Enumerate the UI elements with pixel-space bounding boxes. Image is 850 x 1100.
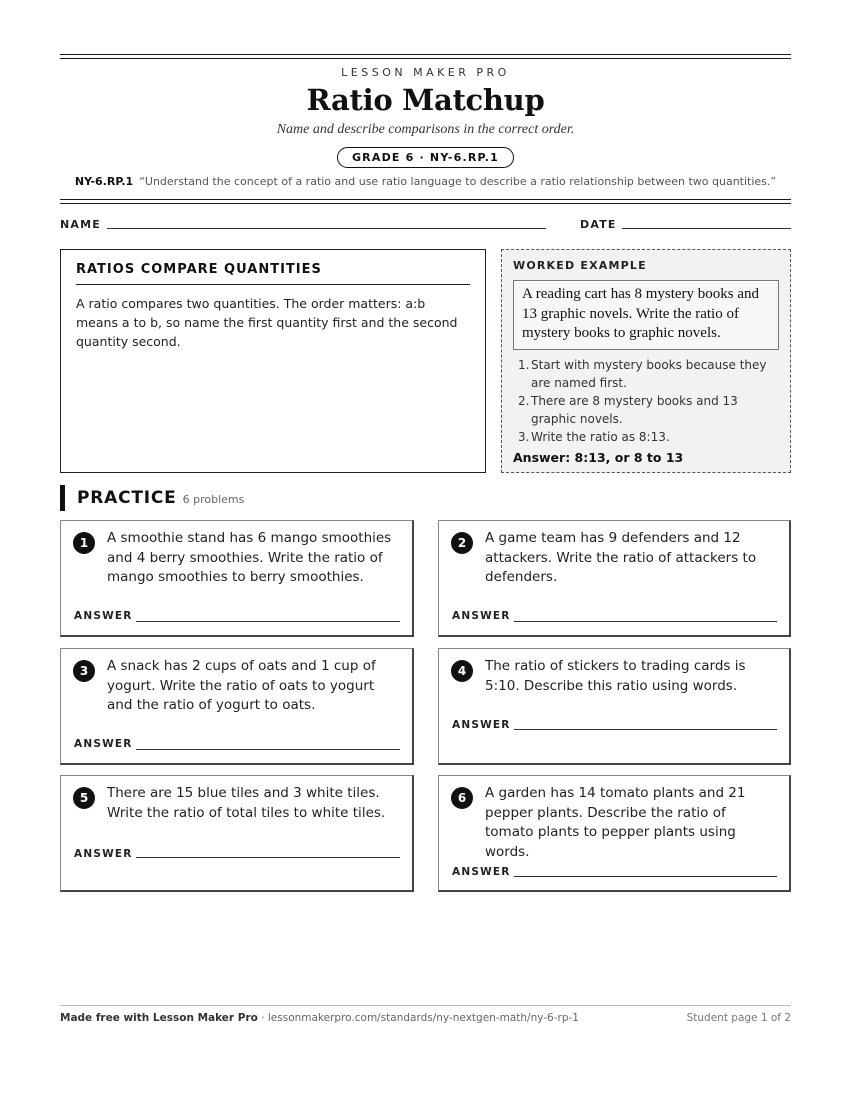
problem-text: A smoothie stand has 6 mango smoothies and 4 berry smoothies. Write the ratio of mango smoothies to berry smoothies. bbox=[107, 530, 392, 585]
worked-example-step: 2. There are 8 mystery books and 13 graphic novels. bbox=[518, 393, 738, 426]
answer-label: ANSWER bbox=[74, 610, 133, 622]
problem-card-6 bbox=[438, 775, 791, 892]
date-label: DATE bbox=[580, 218, 617, 231]
standard-statement bbox=[60, 175, 791, 188]
header-double-rule bbox=[60, 199, 791, 204]
problem-number-badge: 1 bbox=[73, 532, 95, 554]
standard-text: “Understand the concept of a ratio and use ratio language to describe a ratio relationship between two quantities.” bbox=[139, 175, 777, 188]
worksheet-page bbox=[60, 0, 791, 1100]
worked-example-step: 3. Write the ratio as 8:13. bbox=[518, 429, 670, 444]
footer-credit bbox=[60, 1012, 579, 1024]
concept-box bbox=[60, 249, 486, 473]
worked-example-prompt: A reading cart has 8 mystery books and 13 graphic novels. Write the ratio of mystery books to graphic novels. bbox=[513, 280, 779, 350]
practice-title: PRACTICE bbox=[77, 488, 177, 508]
problem-card-1 bbox=[60, 520, 414, 637]
standard-code: NY-6.RP.1 bbox=[74, 175, 134, 188]
grade-badge-wrapper bbox=[60, 146, 791, 168]
problem-number-badge: 6 bbox=[451, 787, 473, 809]
answer-field-4[interactable] bbox=[514, 729, 777, 730]
problem-card-4 bbox=[438, 648, 791, 765]
date-field[interactable] bbox=[622, 228, 791, 229]
problem-number-badge: 3 bbox=[73, 660, 95, 682]
answer-field-5[interactable] bbox=[136, 857, 400, 858]
concept-heading: RATIOS COMPARE QUANTITIES bbox=[76, 262, 470, 285]
page-subtitle: Name and describe comparisons in the correct order. bbox=[276, 122, 575, 137]
problem-text: There are 15 blue tiles and 3 white tiles. Write the ratio of total tiles to white tiles. bbox=[107, 785, 386, 821]
footer-made-with: Made free with Lesson Maker Pro bbox=[60, 1012, 258, 1024]
practice-count: 6 problems bbox=[182, 493, 245, 506]
name-label: NAME bbox=[60, 218, 101, 231]
problem-card-3 bbox=[60, 648, 414, 765]
worked-example-step: 1. Start with mystery books because they are named first. bbox=[518, 357, 767, 390]
page-title: Ratio Matchup bbox=[306, 83, 545, 117]
footer-page-number: Student page 1 of 2 bbox=[686, 1012, 791, 1024]
problem-text: A game team has 9 defenders and 12 attackers. Write the ratio of attackers to defenders. bbox=[485, 530, 757, 585]
problem-text: The ratio of stickers to trading cards is 5:10. Describe this ratio using words. bbox=[485, 658, 746, 694]
footer-rule bbox=[60, 1005, 791, 1006]
problem-number-badge: 2 bbox=[451, 532, 473, 554]
answer-field-2[interactable] bbox=[514, 621, 777, 622]
concept-body: A ratio compares two quantities. The order matters: a:b means a to b, so name the first quantity first and the second quantity second. bbox=[76, 296, 458, 349]
problem-number-badge: 5 bbox=[73, 787, 95, 809]
problem-number-badge: 4 bbox=[451, 660, 473, 682]
practice-heading bbox=[60, 485, 244, 511]
problem-card-5 bbox=[60, 775, 414, 892]
footer-url[interactable]: · lessonmakerpro.com/standards/ny-nextgen-math/ny-6-rp-1 bbox=[261, 1012, 579, 1024]
brand-name: LESSON MAKER PRO bbox=[341, 66, 510, 79]
answer-label: ANSWER bbox=[452, 719, 511, 731]
answer-field-1[interactable] bbox=[136, 621, 400, 622]
worked-example-box bbox=[501, 249, 791, 473]
name-field[interactable] bbox=[107, 228, 546, 229]
answer-label: ANSWER bbox=[74, 738, 133, 750]
answer-field-6[interactable] bbox=[514, 876, 777, 877]
worked-example-heading: WORKED EXAMPLE bbox=[513, 259, 647, 272]
problem-text: A garden has 14 tomato plants and 21 pepper plants. Describe the ratio of tomato plants to pepper plants using words. bbox=[485, 785, 746, 860]
top-double-rule bbox=[60, 54, 791, 59]
answer-label: ANSWER bbox=[452, 610, 511, 622]
worked-example-answer: Answer: 8:13, or 8 to 13 bbox=[513, 449, 684, 465]
worked-example-steps bbox=[513, 356, 779, 446]
answer-label: ANSWER bbox=[452, 866, 511, 878]
answer-label: ANSWER bbox=[74, 848, 133, 860]
answer-field-3[interactable] bbox=[136, 749, 400, 750]
problem-card-2 bbox=[438, 520, 791, 637]
grade-badge: GRADE 6 · NY-6.RP.1 bbox=[337, 147, 514, 168]
problem-text: A snack has 2 cups of oats and 1 cup of yogurt. Write the ratio of oats to yogurt and the ratio of yogurt to oats. bbox=[107, 658, 376, 713]
